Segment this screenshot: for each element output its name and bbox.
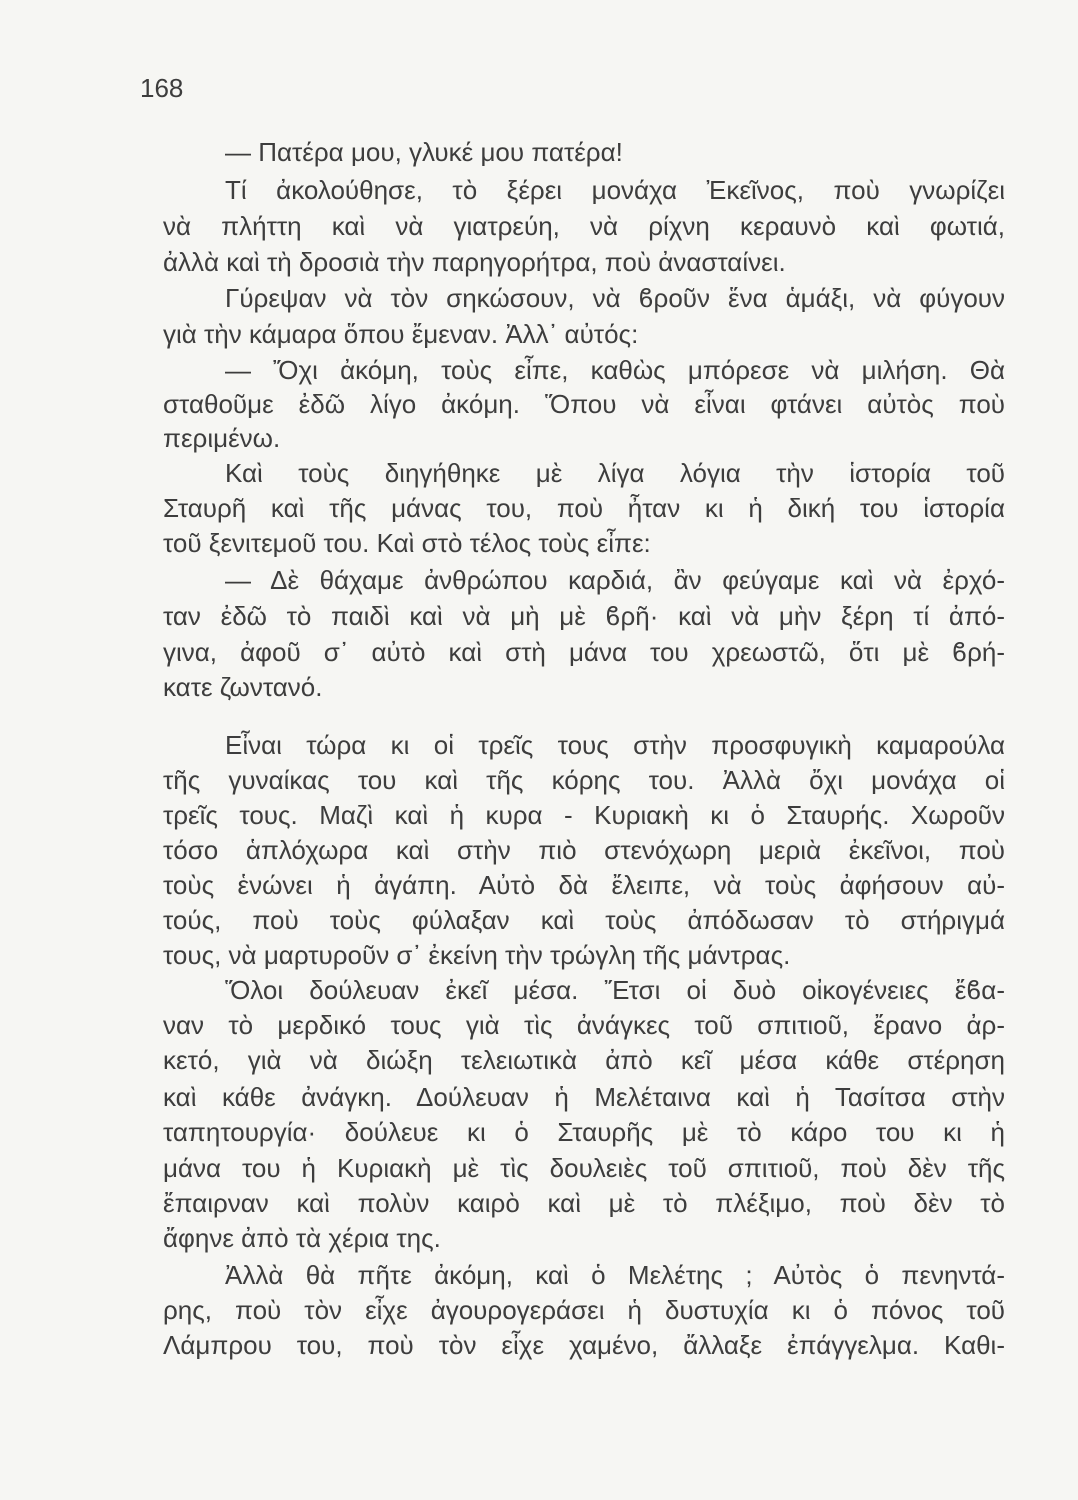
text-line: ἔπαιρναν καὶ πολὺν καιρὸ καὶ μὲ τὸ πλέξιμο, ποὺ δὲν τὸ	[163, 1188, 1005, 1218]
text-line: τοὺς ἑνώνει ἡ ἀγάπη. Αὐτὸ δὰ ἔλειπε, νὰ τοὺς ἀφήσουν αὐ-	[163, 870, 1005, 900]
text-line: καὶ κάθε ἀνάγκη. Δούλευαν ἡ Μελέταινα καὶ ἡ Τασίτσα στὴν	[163, 1082, 1005, 1112]
text-line: γιὰ τὴν κάμαρα ὅπου ἔμεναν. Ἀλλ᾽ αὐτός:	[163, 319, 639, 349]
text-line: ἀλλὰ καὶ τὴ δροσιὰ τὴν παρηγορήτρα, ποὺ ἀνασταίνει.	[163, 247, 786, 277]
text-line: τοῦ ξενιτεμοῦ του. Καὶ στὸ τέλος τοὺς εἶπε:	[163, 528, 651, 558]
text-line: Λάμπρου του, ποὺ τὸν εἶχε χαμένο, ἄλλαξε ἐπάγγελμα. Καθι-	[163, 1330, 1005, 1360]
text-line: τῆς γυναίκας του καὶ τῆς κόρης του. Ἀλλὰ ὄχι μονάχα οἱ	[163, 765, 1005, 795]
text-line: Εἶναι τώρα κι οἱ τρεῖς τους στὴν προσφυγικὴ καμαρούλα	[225, 730, 1005, 760]
text-line: ἄφηνε ἀπὸ τὰ χέρια της.	[163, 1223, 441, 1253]
text-line: κατε ζωντανό.	[163, 672, 323, 702]
text-line: περιμένω.	[163, 423, 281, 453]
text-line: μάνα του ἡ Κυριακὴ μὲ τὶς δουλειὲς τοῦ σπιτιοῦ, ποὺ δὲν τῆς	[163, 1153, 1005, 1183]
text-line: τόσο ἁπλόχωρα καὶ στὴν πιὸ στενόχωρη μεριὰ ἐκεῖνοι, ποὺ	[163, 835, 1005, 865]
text-line: γινα, ἀφοῦ σ᾽ αὐτὸ καὶ στὴ μάνα του χρεωστῶ, ὅτι μὲ ϐρή-	[163, 637, 1005, 667]
text-line: τούς, ποὺ τοὺς φύλαξαν καὶ τοὺς ἀπόδωσαν τὸ στήριγμά	[163, 905, 1005, 935]
text-line: — Πατέρα μου, γλυκέ μου πατέρα!	[225, 137, 623, 167]
text-line: ρης, ποὺ τὸν εἶχε ἀγουρογεράσει ἡ δυστυχία κι ὁ πόνος τοῦ	[163, 1295, 1005, 1325]
text-line: ναν τὸ μερδικό τους γιὰ τὶς ἀνάγκες τοῦ σπιτιοῦ, ἔρανο ἀρ-	[163, 1010, 1005, 1040]
text-line: τρεῖς τους. Μαζὶ καὶ ἡ κυρα - Κυριακὴ κι ὁ Σταυρής. Χωροῦν	[163, 800, 1005, 830]
text-line: Καὶ τοὺς διηγήθηκε μὲ λίγα λόγια τὴν ἱστορία τοῦ	[225, 458, 1005, 488]
text-line: Σταυρῆ καὶ τῆς μάνας του, ποὺ ἦταν κι ἡ δική του ἱστορία	[163, 493, 1005, 523]
text-line: σταθοῦμε ἐδῶ λίγο ἀκόμη. Ὅπου νὰ εἶναι φτάνει αὐτὸς ποὺ	[163, 389, 1005, 419]
text-line: ταπητουργία· δούλευε κι ὁ Σταυρῆς μὲ τὸ κάρο του κι ἡ	[163, 1117, 1005, 1147]
text-line: Τί ἀκολούθησε, τὸ ξέρει μονάχα Ἐκεῖνος, ποὺ γνωρίζει	[225, 175, 1005, 205]
text-line: ταν ἐδῶ τὸ παιδὶ καὶ νὰ μὴ μὲ ϐρῆ· καὶ νὰ μὴν ξέρη τί ἀπό-	[163, 601, 1005, 631]
text-line: νὰ πλήττη καὶ νὰ γιατρεύη, νὰ ρίχνη κεραυνὸ καὶ φωτιά,	[163, 211, 1005, 241]
text-line: — Δὲ θάχαμε ἀνθρώπου καρδιά, ἂν φεύγαμε καὶ νὰ ἐρχό-	[225, 565, 1005, 595]
text-line: — Ὄχι ἀκόμη, τοὺς εἶπε, καθὼς μπόρεσε νὰ μιλήση. Θὰ	[225, 355, 1005, 385]
text-line: Ἀλλὰ θὰ πῆτε ἀκόμη, καὶ ὁ Μελέτης ; Αὐτὸς ὁ πενηντά-	[225, 1260, 1005, 1290]
text-line: κετό, γιὰ νὰ διώξη τελειωτικὰ ἀπὸ κεῖ μέσα κάθε στέρηση	[163, 1045, 1005, 1075]
text-line: τους, νὰ μαρτυροῦν σ᾽ ἐκείνη τὴν τρώγλη τῆς μάντρας.	[163, 940, 791, 970]
text-line: Γύρεψαν νὰ τὸν σηκώσουν, νὰ ϐροῦν ἕνα ἁμάξι, νὰ φύγουν	[225, 283, 1005, 313]
text-line: Ὅλοι δούλευαν ἐκεῖ μέσα. Ἔτσι οἱ δυὸ οἰκογένειες ἔϐα-	[225, 975, 1005, 1005]
page-number: 168	[140, 73, 184, 103]
